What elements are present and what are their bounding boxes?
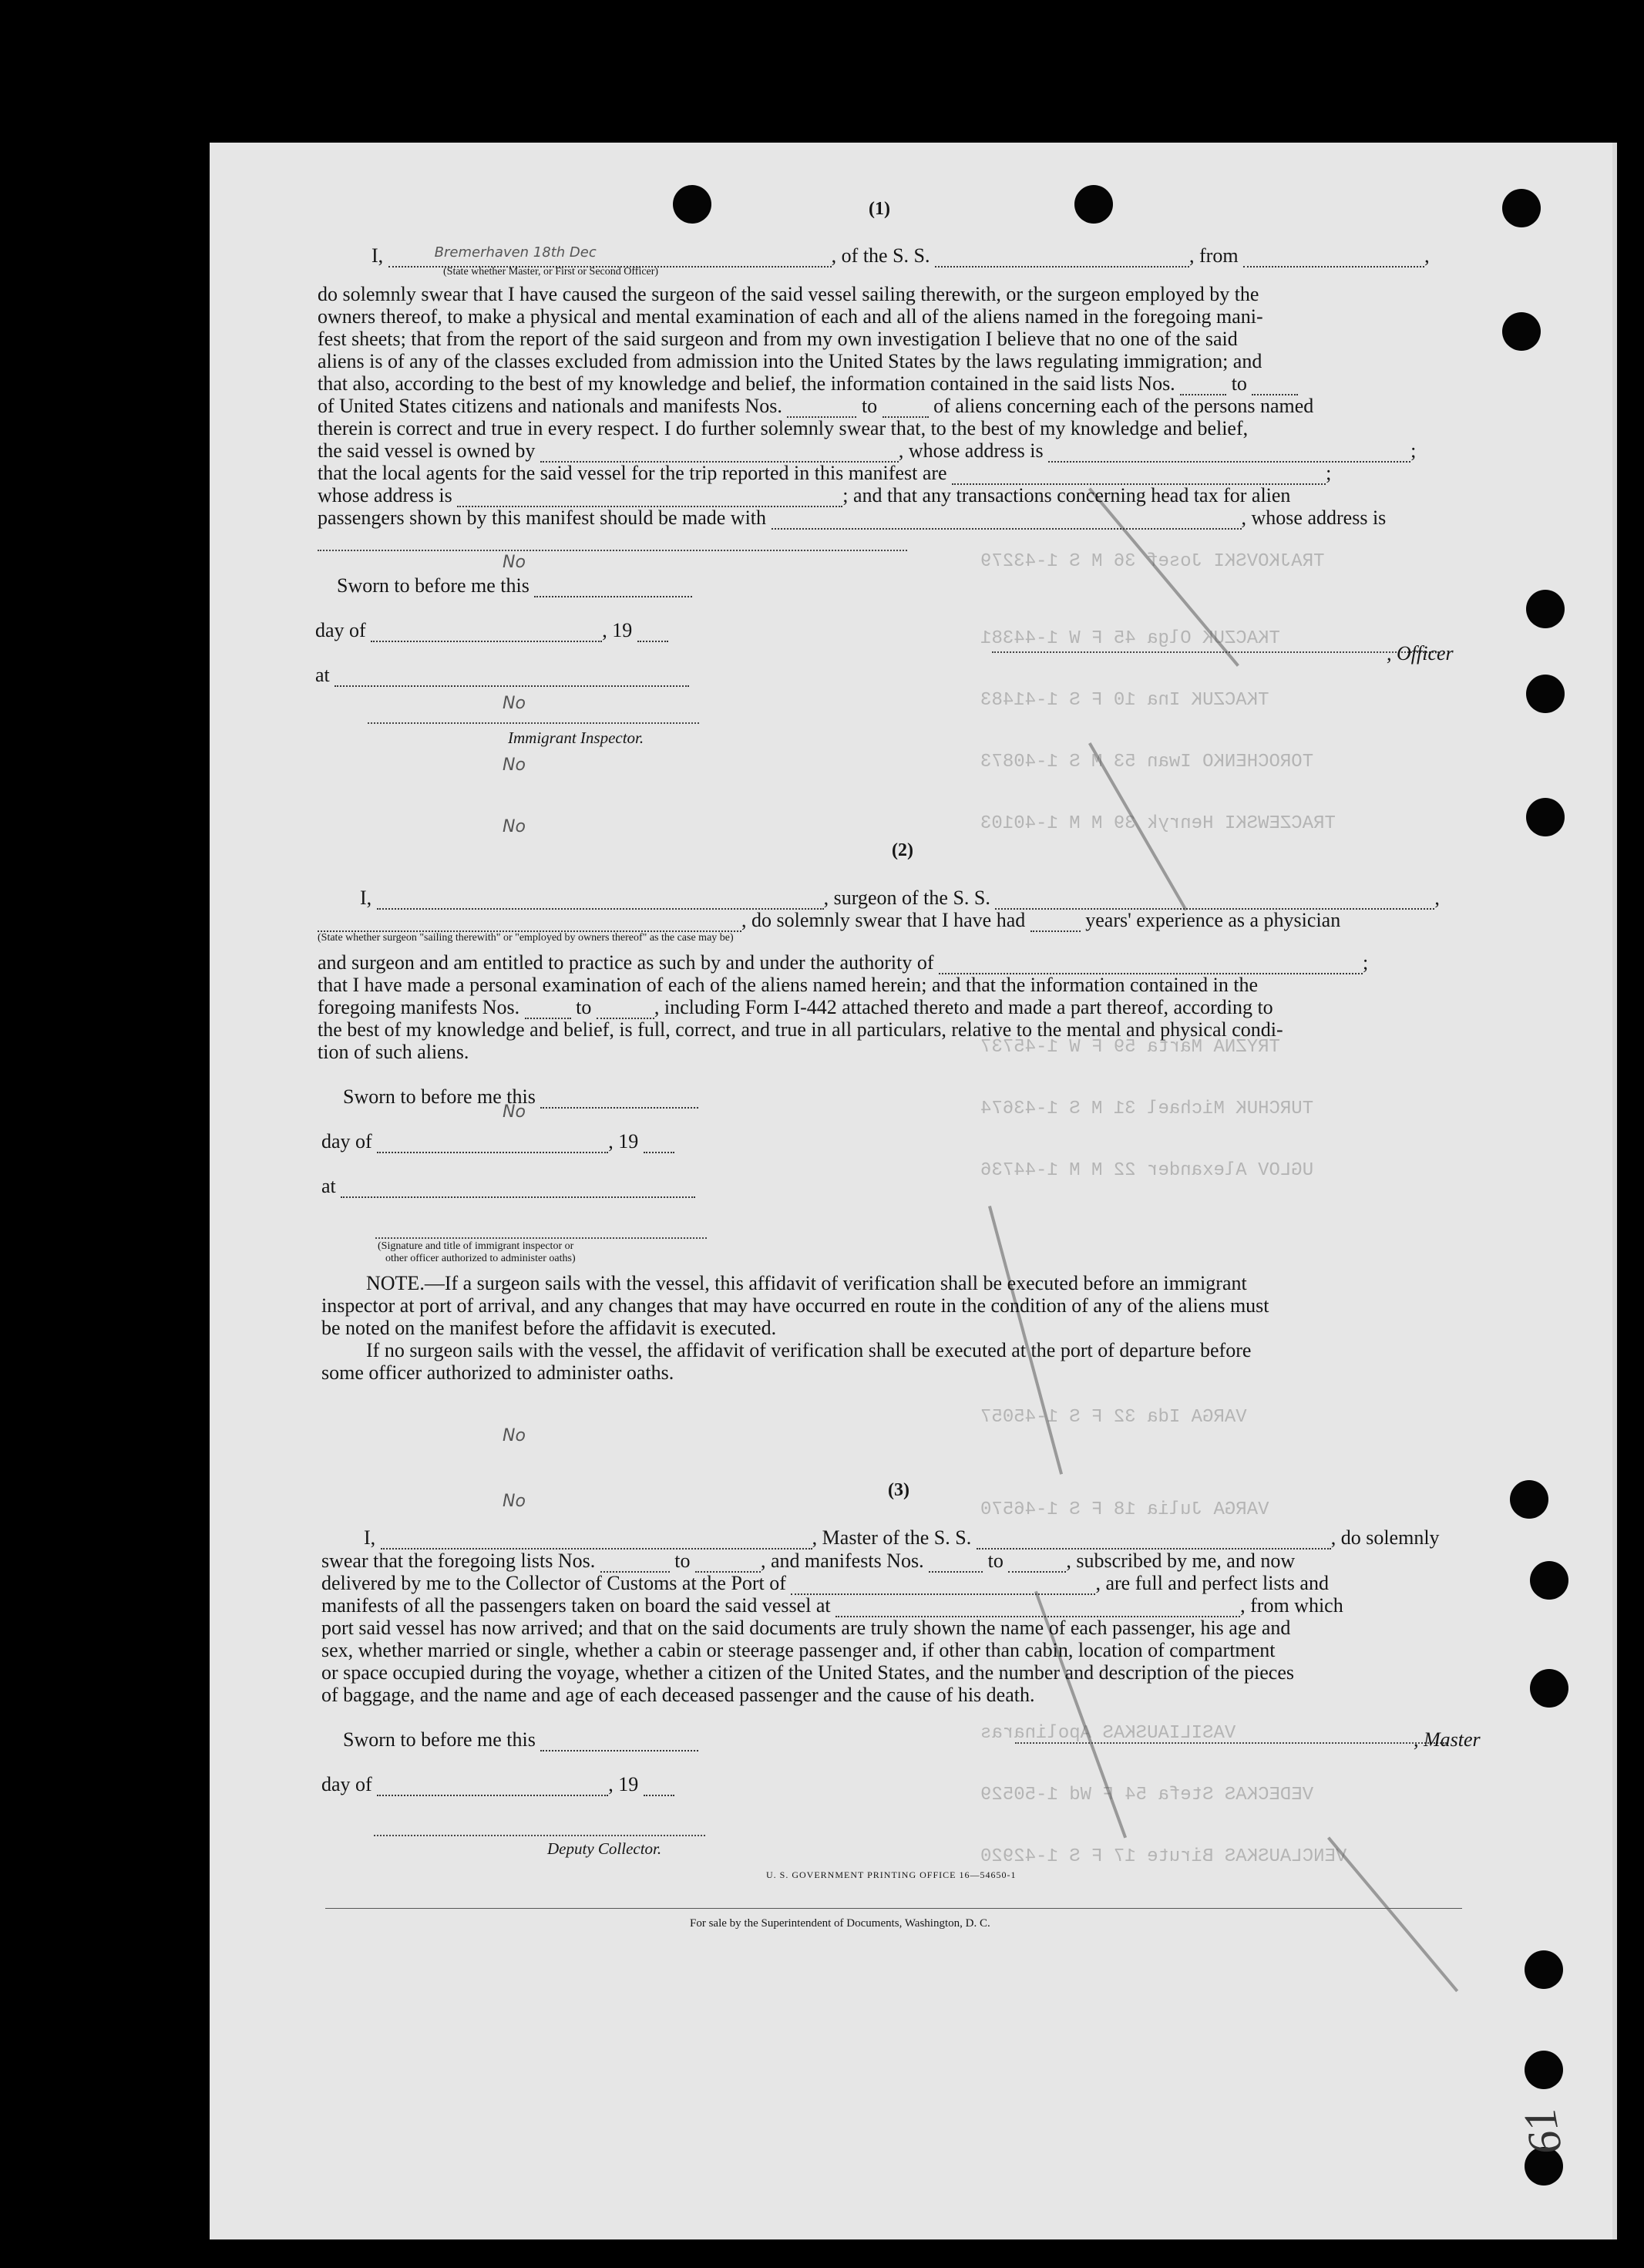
- master-label: , Master: [1414, 1728, 1481, 1751]
- punch-hole: [1526, 590, 1565, 628]
- oath-text: years' experience as a physician: [1085, 909, 1341, 931]
- bleed-through-text: VARGA Ida 32 F S 1-45057: [980, 1407, 1247, 1428]
- oath-text: , including Form I-442 attached thereto and made a part thereof, according to: [654, 996, 1273, 1018]
- oath-line: that I have made a personal examination of each of the aliens named herein; and that the information contained in the: [318, 974, 1259, 996]
- punch-hole: [1526, 675, 1565, 713]
- i-label: I,: [364, 1526, 376, 1549]
- oath-line: therein is correct and true in every respect. I do further solemnly swear that, to the best of my knowledge and belief,: [318, 417, 1249, 439]
- punch-hole: [1510, 1480, 1548, 1519]
- punch-hole: [1525, 2051, 1563, 2089]
- oath-text: swear that the foregoing lists Nos.: [321, 1550, 596, 1572]
- sworn-blank: [540, 1735, 698, 1751]
- printing-office-line: U. S. GOVERNMENT PRINTING OFFICE 16—54650-1: [766, 1869, 1017, 1880]
- master-line: [364, 1526, 1440, 1550]
- oath-text: that the local agents for the said vessel for the trip reported in this manifest are: [318, 462, 947, 484]
- surgeon-name-blank: [377, 893, 824, 910]
- oath-text: and surgeon and am entitled to practice as such by and under the authority of: [318, 951, 934, 974]
- sworn-blank: [534, 580, 692, 597]
- oath-text: , and manifests Nos.: [761, 1550, 924, 1572]
- at-blank: [335, 670, 689, 687]
- signature-caption: (Signature and title of immigrant inspector or: [378, 1240, 574, 1252]
- master-of-label: , Master of the S. S.: [812, 1526, 972, 1549]
- sworn-line: [343, 1728, 698, 1751]
- handwritten-no-mark: No: [503, 694, 526, 713]
- oath-line: fest sheets; that from the report of the said surgeon and from my own investigation I believe that no one of the said: [318, 328, 1238, 350]
- note-line: NOTE.—If a surgeon sails with the vessel, this affidavit of verification shall be executed before an immigrant: [366, 1272, 1247, 1294]
- handwritten-fill: Bremerhaven 18th Dec: [434, 244, 597, 261]
- manifest-to-blank: [597, 1002, 654, 1019]
- for-sale-line: For sale by the Superintendent of Documents, Washington, D. C.: [690, 1917, 990, 1930]
- head-tax-blank: [772, 513, 1242, 530]
- manifest-from-blank: [929, 1556, 983, 1573]
- surgeon-status-blank: [318, 915, 741, 932]
- bleed-through-text: TKACZUK Olga 45 F W 1-44381: [980, 628, 1280, 649]
- at-line: [321, 1175, 695, 1198]
- bleed-through-text: VARGA Julia 18 F S 1-46570: [980, 1499, 1269, 1520]
- day-label: day of: [321, 1773, 372, 1795]
- year-label: , 19: [608, 1130, 639, 1153]
- bleed-through-text: VASILIAUSKAS Apolinaras: [980, 1723, 1236, 1744]
- embarkation-blank: [835, 1600, 1240, 1617]
- signature-caption: other officer authorized to administer oaths): [385, 1253, 576, 1264]
- punch-hole: [1502, 189, 1541, 227]
- oath-text: , do solemnly: [1330, 1526, 1440, 1549]
- handwritten-no-mark: No: [503, 755, 526, 775]
- oath-text: , do solemnly swear that I have had: [741, 909, 1026, 931]
- bleed-through-text: TRAJKOVSKI Josef 36 M S 1-43279: [980, 551, 1325, 572]
- oath-line: that the local agents for the said vessel for the trip reported in this manifest are ;: [318, 462, 1332, 484]
- oath-text: that also, according to the best of my knowledge and belief, the information contained in the said lists Nos.: [318, 372, 1175, 395]
- bleed-through-text: TRACZEWSKI Henryk 39 M M 1-40103: [980, 813, 1336, 834]
- sworn-line: [337, 574, 692, 597]
- agents-address-blank: [457, 490, 842, 507]
- list-to-blank: [695, 1556, 761, 1573]
- day-blank: [377, 1136, 608, 1153]
- deputy-label: Deputy Collector.: [547, 1839, 662, 1858]
- oath-text: , from which: [1240, 1594, 1343, 1617]
- owner-address-blank: [1048, 446, 1410, 463]
- at-line: [315, 664, 689, 687]
- manifest-from-blank: [787, 401, 856, 418]
- vessel-blank: [935, 251, 1189, 268]
- bleed-through-text: TRYZNA Marta 59 F W 1-45737: [980, 1037, 1280, 1058]
- years-blank: [1030, 915, 1081, 932]
- authority-blank: [939, 957, 1363, 974]
- day-blank: [371, 625, 602, 642]
- handwritten-no-mark: No: [503, 553, 526, 572]
- day-blank: [377, 1779, 608, 1796]
- i-label: I,: [360, 887, 372, 909]
- port-blank: [791, 1578, 1095, 1595]
- handwritten-no-mark: No: [503, 1492, 526, 1511]
- handwritten-no-mark: No: [503, 1102, 526, 1122]
- day-label: day of: [321, 1130, 372, 1153]
- sworn-label: Sworn to before me this: [337, 574, 530, 597]
- oath-line: tion of such aliens.: [318, 1041, 469, 1063]
- oath-line: do solemnly swear that I have caused the surgeon of the said vessel sailing therewith, or the surgeon employed by the: [318, 283, 1259, 305]
- bleed-through-text: UGLOV Alexander 22 M M 1-44736: [980, 1160, 1314, 1181]
- master-vessel-blank: [977, 1533, 1331, 1550]
- oath-text: whose address is: [318, 484, 452, 506]
- sworn-label: Sworn to before me this: [343, 1085, 536, 1108]
- oath-line: [318, 996, 1273, 1019]
- oath-line: and surgeon and am entitled to practice as such by and under the authority of ;: [318, 951, 1369, 974]
- inspector-label: Immigrant Inspector.: [508, 729, 644, 747]
- separator-line: [318, 550, 907, 551]
- officer-line: I, Bremerhaven 18th Dec , of the S. S. , from ,: [371, 244, 1430, 268]
- sworn-blank: [540, 1092, 698, 1109]
- oath-line: of baggage, and the name and age of each deceased passenger and the cause of his death.: [321, 1684, 1035, 1706]
- surgeon-line: [318, 909, 1340, 932]
- oath-text: delivered by me to the Collector of Customs at the Port of: [321, 1572, 786, 1594]
- oath-text: foregoing manifests Nos.: [318, 996, 520, 1018]
- section-number: (1): [869, 199, 890, 219]
- master-signature-line: [1015, 1742, 1447, 1744]
- day-line: [315, 619, 668, 642]
- punch-hole: [1074, 185, 1113, 224]
- officer-signature-line: [992, 651, 1439, 653]
- note-line: be noted on the manifest before the affidavit is executed.: [321, 1317, 777, 1339]
- agents-blank: [952, 468, 1326, 485]
- oath-text: passengers shown by this manifest should be made with: [318, 506, 767, 529]
- day-line: [321, 1130, 674, 1153]
- list-from-blank: [1180, 379, 1226, 395]
- bleed-through-text: VEDECKAS Stefa 54 F Wd 1-50529: [980, 1785, 1314, 1805]
- bleed-through-text: TOROCHENKO Iwan 53 M S 1-40873: [980, 752, 1314, 772]
- oath-line: [318, 506, 1386, 530]
- manifest-to-blank: [883, 401, 929, 418]
- year-label: , 19: [608, 1773, 639, 1795]
- signature-line: [375, 1237, 707, 1239]
- oath-line: sex, whether married or single, whether a cabin or steerage passenger and, if other than cabin, location of compartment: [321, 1639, 1276, 1661]
- handwritten-no-mark: No: [503, 817, 526, 836]
- oath-line: the said vessel is owned by , whose address is ;: [318, 439, 1417, 462]
- oath-line: [321, 1572, 1329, 1595]
- surgeon-vessel-blank: [995, 893, 1434, 910]
- oath-text: of United States citizens and nationals and manifests Nos.: [318, 395, 782, 417]
- oath-line: [321, 1550, 1295, 1573]
- surgeon-of-label: , surgeon of the S. S.: [823, 887, 990, 909]
- surgeon-line: I, , surgeon of the S. S. ,: [360, 887, 1440, 909]
- surgeon-caption: (State whether surgeon "sailing therewith" or "employed by owners thereof" as the case may be): [318, 932, 734, 944]
- oath-text: , are full and perfect lists and: [1095, 1572, 1329, 1594]
- officer-caption: (State whether Master, or First or Second Officer): [443, 266, 659, 278]
- handwritten-check-mark: [1327, 1836, 1458, 1992]
- oath-line: [321, 1594, 1343, 1617]
- from-blank: [1243, 251, 1424, 268]
- from-label: , from: [1189, 244, 1239, 267]
- owner-blank: [540, 446, 899, 463]
- footer-rule: [325, 1908, 1462, 1909]
- manifest-to-blank: [1008, 1556, 1066, 1573]
- list-to-blank: [1252, 379, 1298, 395]
- bleed-through-text: TKACZUK Ina 10 F S 1-41483: [980, 690, 1269, 711]
- handwritten-no-mark: No: [503, 1426, 526, 1445]
- manifest-from-blank: [525, 1002, 571, 1019]
- oath-line: port said vessel has now arrived; and that on the said documents are truly shown the name of each passenger, his age and: [321, 1617, 1291, 1639]
- punch-hole: [1526, 798, 1565, 836]
- officer-label: , Officer: [1387, 642, 1454, 665]
- bleed-through-text: TURCHUK Michael 31 M S 1-43674: [980, 1099, 1314, 1119]
- at-label: at: [321, 1175, 336, 1197]
- note-line: If no surgeon sails with the vessel, the affidavit of verification shall be executed at the port of departure before: [366, 1339, 1252, 1361]
- to-label: to: [576, 996, 592, 1018]
- section-number: (3): [888, 1480, 909, 1500]
- i-label: I,: [371, 244, 384, 267]
- of-ss-label: , of the S. S.: [831, 244, 930, 267]
- note-line: inspector at port of arrival, and any changes that may have occurred en route in the condition of any of the aliens must: [321, 1294, 1269, 1317]
- oath-line: [318, 484, 1290, 507]
- to-label: to: [987, 1550, 1004, 1572]
- year-label: , 19: [602, 619, 633, 641]
- punch-hole: [1530, 1561, 1568, 1600]
- oath-text: the said vessel is owned by: [318, 439, 536, 462]
- year-blank: [644, 1136, 674, 1153]
- handwritten-page-number: 61: [1513, 2104, 1572, 2159]
- year-blank: [637, 625, 668, 642]
- punch-hole: [1525, 1950, 1563, 1989]
- oath-text: manifests of all the passengers taken on board the said vessel at: [321, 1594, 831, 1617]
- officer-blank: [388, 244, 832, 268]
- oath-text: , whose address is: [898, 439, 1044, 462]
- oath-text: of aliens concerning each of the persons named: [933, 395, 1314, 417]
- inspector-signature-line: [368, 722, 699, 724]
- oath-line: aliens is of any of the classes excluded from admission into the United States by the laws regulating immigration; and: [318, 350, 1262, 372]
- day-label: day of: [315, 619, 366, 641]
- sworn-label: Sworn to before me this: [343, 1728, 536, 1751]
- punch-hole: [1502, 312, 1541, 351]
- to-label: to: [861, 395, 878, 417]
- oath-text: ; and that any transactions concerning head tax for alien: [842, 484, 1291, 506]
- year-blank: [644, 1779, 674, 1796]
- oath-text: , subscribed by me, and now: [1066, 1550, 1296, 1572]
- punch-hole: [1530, 1669, 1568, 1708]
- document-page: [210, 143, 1617, 2239]
- section-number: (2): [892, 840, 913, 860]
- to-label: to: [1231, 372, 1247, 395]
- oath-line: [318, 372, 1298, 395]
- at-label: at: [315, 664, 330, 686]
- at-blank: [341, 1181, 695, 1198]
- punch-hole: [673, 185, 711, 224]
- oath-text: , whose address is: [1241, 506, 1387, 529]
- to-label: to: [674, 1550, 691, 1572]
- oath-line: [318, 395, 1313, 418]
- oath-line: owners thereof, to make a physical and mental examination of each and all of the aliens named in the foregoing mani-: [318, 305, 1263, 328]
- note-line: some officer authorized to administer oaths.: [321, 1361, 674, 1384]
- oath-line: or space occupied during the voyage, whether a citizen of the United States, and the number and description of the pieces: [321, 1661, 1295, 1684]
- list-from-blank: [600, 1556, 670, 1573]
- deputy-signature-line: [374, 1835, 705, 1836]
- bleed-through-text: VENCLAUSKAS Birute 17 F S 1-42920: [980, 1846, 1347, 1867]
- day-line: [321, 1773, 674, 1796]
- master-name-blank: [381, 1533, 812, 1550]
- oath-line: the best of my knowledge and belief, is full, correct, and true in all particulars, relative to the mental and physical condi-: [318, 1018, 1283, 1041]
